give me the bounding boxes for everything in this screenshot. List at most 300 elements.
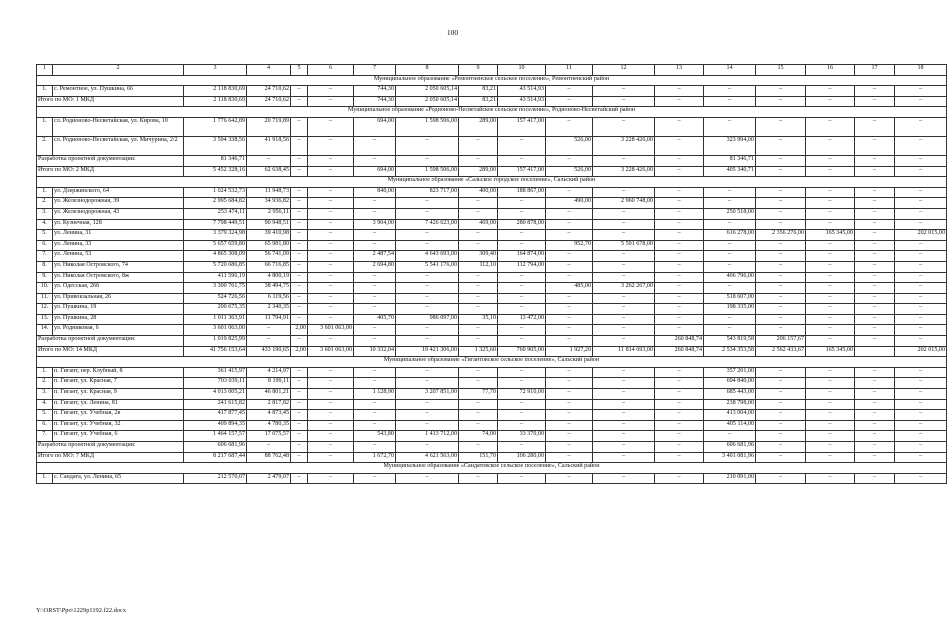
table-cell: 3 228 426,00: [593, 136, 655, 155]
table-row: [37, 251, 947, 262]
row-number: 4.: [37, 219, 53, 230]
table-cell: –: [291, 219, 308, 230]
table-cell: –: [308, 136, 354, 155]
row-number: 14.: [37, 325, 53, 336]
table-cell: 694,00: [354, 117, 396, 136]
table-cell: –: [756, 304, 806, 315]
table-cell: 4 643 693,00: [396, 251, 459, 262]
table-cell: –: [291, 166, 308, 177]
address-cell: п. Гигант, ул. Красная, 9: [53, 389, 184, 400]
row-number: 6.: [37, 420, 53, 431]
table-cell: –: [291, 272, 308, 283]
table-cell: –: [308, 420, 354, 431]
table-cell: 13 472,00: [498, 314, 546, 325]
table-cell: 2 694,80: [354, 261, 396, 272]
table-cell: 202 015,00: [895, 230, 947, 241]
table-cell: –: [498, 283, 546, 294]
table-cell: 34 936,82: [247, 198, 291, 209]
table-cell: 202 015,00: [895, 346, 947, 357]
total-row: [37, 96, 947, 107]
table-cell: –: [308, 261, 354, 272]
table-cell: –: [855, 166, 895, 177]
column-number-cell: 7: [354, 65, 396, 76]
table-cell: –: [895, 117, 947, 136]
table-cell: –: [593, 399, 655, 410]
column-number-cell: 3: [184, 65, 247, 76]
table-cell: –: [704, 251, 756, 262]
table-cell: –: [459, 304, 498, 315]
table-cell: –: [895, 293, 947, 304]
table-cell: –: [855, 283, 895, 294]
table-cell: 1 464 157,57: [184, 431, 247, 442]
table-cell: 526,00: [546, 136, 593, 155]
table-cell: 685 443,00: [704, 389, 756, 400]
address-cell: ул. Ленина, 31: [53, 230, 184, 241]
table-cell: –: [291, 473, 308, 484]
table-cell: 1 128,90: [354, 389, 396, 400]
table-cell: 2 956,11: [247, 208, 291, 219]
table-cell: –: [498, 399, 546, 410]
table-cell: –: [546, 367, 593, 378]
section-heading: Муниципальное образование «Родионово-Несветайское сельское поселение», Родионово-Несветайский район: [37, 107, 947, 118]
table-cell: 1 598 506,00: [396, 166, 459, 177]
table-cell: –: [895, 136, 947, 155]
row-number: 1.: [37, 86, 53, 97]
table-cell: 406 796,00: [704, 272, 756, 283]
table-cell: 17 075,57: [247, 431, 291, 442]
table-cell: –: [593, 389, 655, 400]
table-cell: 2 817,82: [247, 399, 291, 410]
table-cell: 694,00: [354, 166, 396, 177]
table-cell: –: [459, 378, 498, 389]
table-row: [37, 420, 947, 431]
table-cell: –: [308, 117, 354, 136]
table-cell: 1 776 642,89: [184, 117, 247, 136]
table-cell: 3 601 063,00: [184, 325, 247, 336]
table-cell: –: [354, 336, 396, 347]
table-cell: –: [291, 420, 308, 431]
table-cell: –: [855, 293, 895, 304]
table-cell: –: [546, 96, 593, 107]
address-cell: п. Гигант, ул. Учебная, 2в: [53, 410, 184, 421]
column-number-cell: 5: [291, 65, 308, 76]
table-cell: –: [291, 389, 308, 400]
table-cell: –: [498, 442, 546, 453]
column-number-row: [37, 65, 947, 76]
table-cell: –: [291, 378, 308, 389]
table-cell: 4 865 308,09: [184, 251, 247, 262]
table-cell: –: [498, 198, 546, 209]
table-cell: –: [593, 336, 655, 347]
table-cell: 5 720 686,85: [184, 261, 247, 272]
address-cell: ул. Одесская, 26б: [53, 283, 184, 294]
table-cell: –: [308, 283, 354, 294]
table-cell: –: [704, 96, 756, 107]
table-cell: –: [655, 452, 704, 463]
table-cell: –: [895, 251, 947, 262]
table-cell: –: [459, 208, 498, 219]
table-cell: –: [855, 240, 895, 251]
table-cell: –: [291, 336, 308, 347]
table-cell: –: [855, 208, 895, 219]
table-cell: 3 262 267,00: [593, 283, 655, 294]
table-cell: –: [546, 155, 593, 166]
table-cell: –: [546, 293, 593, 304]
row-number: 12.: [37, 304, 53, 315]
table-cell: –: [806, 442, 855, 453]
table-row: [37, 410, 947, 421]
table-cell: –: [546, 325, 593, 336]
table-cell: –: [756, 473, 806, 484]
section-heading: Муниципальное образование «Ремонтненское сельское поселение», Ремонтненский район: [37, 75, 947, 86]
table-cell: –: [655, 187, 704, 198]
table-cell: –: [459, 283, 498, 294]
table-cell: –: [546, 410, 593, 421]
table-cell: 81 346,71: [704, 155, 756, 166]
table-cell: 19 421 306,00: [396, 346, 459, 357]
table-cell: –: [308, 410, 354, 421]
row-number: 5.: [37, 230, 53, 241]
table-row: [37, 272, 947, 283]
table-cell: –: [247, 336, 291, 347]
table-cell: –: [756, 272, 806, 283]
row-number: 2.: [37, 378, 53, 389]
table-row: [37, 198, 947, 209]
row-number: 6.: [37, 240, 53, 251]
column-number-cell: 4: [247, 65, 291, 76]
table-cell: –: [396, 230, 459, 241]
table-cell: –: [855, 219, 895, 230]
total-label: Итого по МО: 14 МКД: [37, 346, 184, 357]
address-cell: п. Гигант, ул. Учебная, 32: [53, 420, 184, 431]
table-cell: –: [396, 240, 459, 251]
table-cell: –: [459, 230, 498, 241]
table-cell: –: [459, 420, 498, 431]
table-row: [37, 293, 947, 304]
table-cell: –: [291, 117, 308, 136]
table-cell: –: [895, 198, 947, 209]
table-cell: –: [806, 219, 855, 230]
table-cell: 83,21: [459, 96, 498, 107]
table-cell: –: [308, 442, 354, 453]
table-cell: [855, 346, 895, 357]
table-cell: –: [308, 251, 354, 262]
table-cell: 210 091,00: [704, 473, 756, 484]
table-cell: –: [855, 86, 895, 97]
table-cell: –: [855, 96, 895, 107]
table-cell: 405,70: [354, 314, 396, 325]
table-row: [37, 208, 947, 219]
table-cell: –: [396, 473, 459, 484]
table-cell: –: [354, 304, 396, 315]
table-cell: –: [593, 293, 655, 304]
table-cell: –: [704, 240, 756, 251]
table-cell: –: [498, 410, 546, 421]
address-cell: ул. Привокзальная, 26: [53, 293, 184, 304]
table-cell: –: [498, 208, 546, 219]
table-cell: –: [498, 136, 546, 155]
table-cell: 3 207 851,00: [396, 389, 459, 400]
table-cell: –: [459, 293, 498, 304]
table-cell: –: [855, 452, 895, 463]
table-cell: –: [655, 283, 704, 294]
table-cell: –: [855, 230, 895, 241]
column-number-cell: 8: [396, 65, 459, 76]
table-cell: –: [546, 431, 593, 442]
table-cell: –: [498, 293, 546, 304]
table-cell: –: [546, 117, 593, 136]
table-cell: 5 541 176,00: [396, 261, 459, 272]
table-cell: –: [396, 304, 459, 315]
table-cell: –: [308, 86, 354, 97]
table-cell: –: [655, 198, 704, 209]
table-cell: –: [308, 272, 354, 283]
table-cell: 694 840,00: [704, 378, 756, 389]
table-cell: 543 819,58: [704, 336, 756, 347]
table-cell: –: [855, 272, 895, 283]
table-row: [37, 187, 947, 198]
row-number: 9.: [37, 272, 53, 283]
address-cell: ул. Железнодорожная, 43: [53, 208, 184, 219]
address-cell: п. Гигант, ул. Ленина, 81: [53, 399, 184, 410]
column-number-cell: 6: [308, 65, 354, 76]
table-row: [37, 378, 947, 389]
table-cell: –: [655, 420, 704, 431]
table-cell: 3 601 063,00: [308, 346, 354, 357]
table-cell: 3 601 063,00: [308, 325, 354, 336]
address-cell: ул. Родниковая, 6: [53, 325, 184, 336]
table-cell: –: [354, 367, 396, 378]
address-cell: сл. Родионово-Несветайская, ул. Кирова, 10: [53, 117, 184, 136]
table-cell: –: [655, 261, 704, 272]
table-cell: –: [704, 314, 756, 325]
table-cell: –: [459, 399, 498, 410]
table-cell: –: [308, 230, 354, 241]
table-cell: –: [354, 240, 396, 251]
table-cell: –: [498, 272, 546, 283]
row-number: 1.: [37, 367, 53, 378]
table-cell: –: [655, 442, 704, 453]
table-cell: 323 994,00: [704, 136, 756, 155]
table-cell: –: [291, 452, 308, 463]
table-row: [37, 367, 947, 378]
table-cell: –: [308, 389, 354, 400]
table-cell: –: [459, 198, 498, 209]
table-cell: 606 681,96: [704, 442, 756, 453]
table-cell: 357 201,00: [704, 367, 756, 378]
table-cell: –: [756, 117, 806, 136]
table-cell: –: [291, 96, 308, 107]
table-row: [37, 304, 947, 315]
table-cell: –: [546, 304, 593, 315]
row-number: 3.: [37, 208, 53, 219]
row-number: 11.: [37, 293, 53, 304]
table-cell: 7 426 623,00: [396, 219, 459, 230]
table-cell: –: [593, 230, 655, 241]
table-cell: –: [806, 166, 855, 177]
table-cell: 543,80: [354, 431, 396, 442]
table-cell: 164 874,00: [498, 251, 546, 262]
table-cell: 2 050 605,14: [396, 96, 459, 107]
table-cell: –: [593, 86, 655, 97]
table-cell: –: [308, 240, 354, 251]
table-cell: –: [498, 155, 546, 166]
table-cell: –: [806, 155, 855, 166]
address-cell: ул. Пушкина, 19: [53, 304, 184, 315]
table-cell: –: [704, 219, 756, 230]
table-cell: –: [396, 155, 459, 166]
table-cell: 250 518,00: [704, 208, 756, 219]
table-cell: –: [704, 86, 756, 97]
table-cell: –: [593, 367, 655, 378]
table-cell: –: [498, 367, 546, 378]
table-cell: –: [459, 473, 498, 484]
table-row: [37, 136, 947, 155]
table-cell: –: [855, 378, 895, 389]
table-cell: 744,30: [354, 96, 396, 107]
table-cell: 433 190,65: [247, 346, 291, 357]
table-cell: –: [895, 389, 947, 400]
table-cell: –: [895, 261, 947, 272]
table-cell: –: [655, 155, 704, 166]
table-cell: –: [895, 442, 947, 453]
table-cell: –: [655, 96, 704, 107]
column-number-cell: 10: [498, 65, 546, 76]
table-cell: –: [546, 230, 593, 241]
table-cell: 39 410,98: [247, 230, 291, 241]
table-cell: 106 280,00: [498, 452, 546, 463]
table-cell: 280 878,00: [498, 219, 546, 230]
address-cell: ул. Ленина, 53: [53, 251, 184, 262]
table-cell: –: [806, 208, 855, 219]
table-cell: 260 848,74: [655, 346, 704, 357]
table-cell: 3 300 761,75: [184, 283, 247, 294]
address-cell: ул. Ленина, 33: [53, 240, 184, 251]
table-cell: 2 479,07: [247, 473, 291, 484]
table-row: [37, 117, 947, 136]
table-cell: –: [593, 442, 655, 453]
table-cell: –: [291, 187, 308, 198]
table-cell: –: [396, 336, 459, 347]
column-number-cell: 1: [37, 65, 53, 76]
table-cell: –: [895, 420, 947, 431]
table-cell: –: [498, 378, 546, 389]
table-cell: 1 011 363,91: [184, 314, 247, 325]
table-cell: –: [655, 314, 704, 325]
table-cell: –: [459, 336, 498, 347]
table-cell: –: [308, 314, 354, 325]
row-number: 13.: [37, 314, 53, 325]
table-cell: –: [291, 198, 308, 209]
table-cell: –: [354, 155, 396, 166]
table-cell: 33 370,00: [498, 431, 546, 442]
table-cell: –: [806, 240, 855, 251]
table-cell: 4 873,45: [247, 410, 291, 421]
table-cell: 4 013 005,21: [184, 389, 247, 400]
table-cell: –: [655, 272, 704, 283]
table-cell: –: [593, 187, 655, 198]
table-cell: 11 948,73: [247, 187, 291, 198]
table-row: [37, 219, 947, 230]
total-label: Итого по МО: 2 МКД: [37, 166, 184, 177]
table-cell: –: [308, 96, 354, 107]
table-cell: –: [756, 452, 806, 463]
table-cell: 952,70: [546, 240, 593, 251]
table-cell: 43 514,93: [498, 96, 546, 107]
table-cell: –: [308, 452, 354, 463]
table-cell: 72 910,00: [498, 389, 546, 400]
table-cell: –: [756, 367, 806, 378]
table-cell: –: [247, 442, 291, 453]
table-cell: –: [291, 136, 308, 155]
table-cell: –: [855, 198, 895, 209]
table-cell: –: [895, 86, 947, 97]
table-cell: –: [354, 283, 396, 294]
table-cell: 74,00: [459, 431, 498, 442]
table-cell: –: [459, 325, 498, 336]
table-cell: 1 927,20: [546, 346, 593, 357]
table-cell: –: [308, 473, 354, 484]
column-number-cell: 15: [756, 65, 806, 76]
table-cell: –: [756, 283, 806, 294]
table-cell: –: [895, 367, 947, 378]
table-cell: 8 199,11: [247, 378, 291, 389]
table-cell: –: [655, 399, 704, 410]
table-cell: –: [895, 473, 947, 484]
table-cell: –: [895, 96, 947, 107]
table-cell: –: [396, 442, 459, 453]
table-cell: –: [354, 230, 396, 241]
table-cell: –: [291, 261, 308, 272]
table-cell: –: [546, 420, 593, 431]
table-cell: –: [291, 314, 308, 325]
table-cell: 3 228 426,00: [593, 166, 655, 177]
table-cell: –: [354, 378, 396, 389]
address-cell: ул. Николая Островского, 8ж: [53, 272, 184, 283]
table-cell: –: [704, 198, 756, 209]
table-cell: 38 494,75: [247, 283, 291, 294]
row-number: 4.: [37, 399, 53, 410]
table-cell: –: [308, 378, 354, 389]
table-cell: 3 401 081,96: [704, 452, 756, 463]
table-cell: –: [895, 155, 947, 166]
table-cell: –: [806, 136, 855, 155]
table-cell: –: [855, 399, 895, 410]
section-heading-row: [37, 357, 947, 368]
table-cell: 823 717,00: [396, 187, 459, 198]
table-cell: –: [291, 442, 308, 453]
row-number: 3.: [37, 389, 53, 400]
table-cell: –: [593, 431, 655, 442]
table-cell: 361 415,97: [184, 367, 247, 378]
address-cell: ул. Кузнечная, 128: [53, 219, 184, 230]
table-cell: –: [308, 399, 354, 410]
table-cell: –: [546, 399, 593, 410]
table-cell: –: [593, 117, 655, 136]
table-cell: –: [806, 389, 855, 400]
row-number: 1.: [37, 187, 53, 198]
total-row: [37, 166, 947, 177]
table-cell: –: [396, 325, 459, 336]
table-cell: 151,70: [459, 452, 498, 463]
table-cell: –: [459, 367, 498, 378]
table-cell: –: [655, 389, 704, 400]
table-cell: –: [308, 293, 354, 304]
address-cell: ул. Николая Островского, 74: [53, 261, 184, 272]
table-cell: –: [806, 86, 855, 97]
table-cell: –: [593, 452, 655, 463]
table-cell: –: [593, 314, 655, 325]
